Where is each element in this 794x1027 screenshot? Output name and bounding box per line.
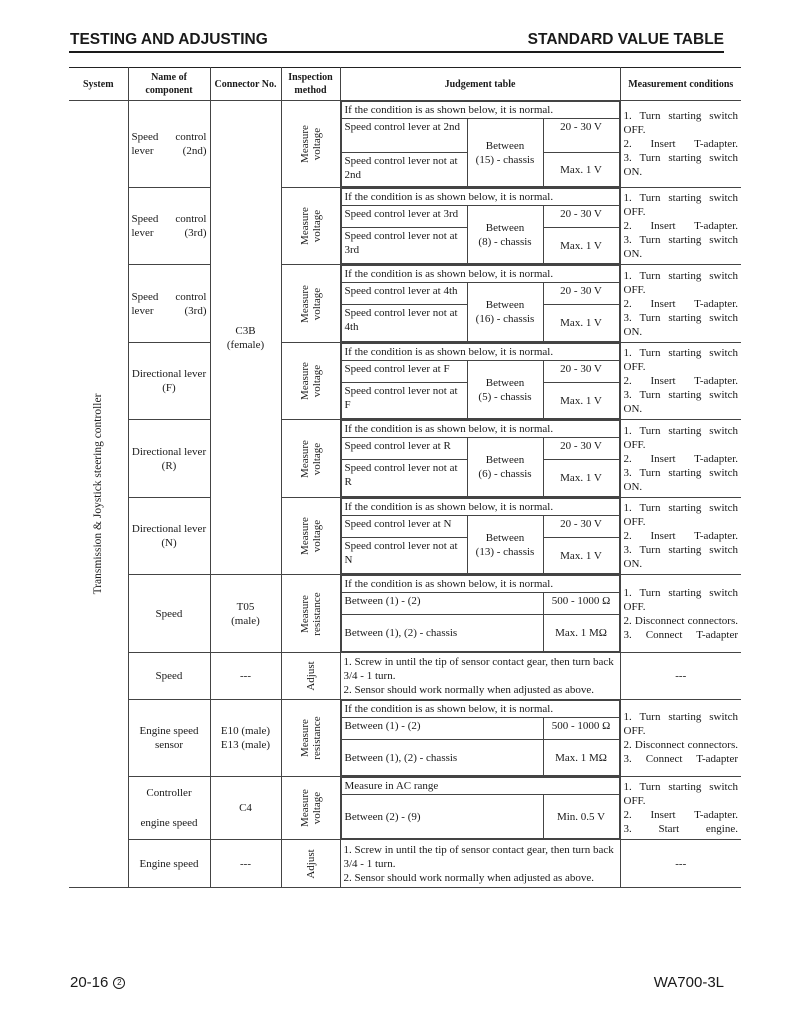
value-on: 20 - 30 V	[543, 206, 619, 228]
method-cell	[281, 840, 340, 888]
judgement-cell	[340, 498, 620, 575]
method-cell	[281, 420, 340, 498]
method-adjust: Adjust	[304, 661, 317, 691]
connector-cell	[210, 575, 281, 653]
between-terminals: Between (13) - chassis	[467, 516, 543, 574]
method-cell	[281, 101, 340, 188]
col-measurement: Measurement conditions	[620, 68, 741, 101]
system-cell	[69, 101, 128, 888]
between-terminals: Between (15) - chassis	[467, 119, 543, 187]
voltage-terminals: Between (2) - (9)	[341, 795, 543, 839]
value-off: Max. 1 V	[543, 153, 619, 187]
table-row	[69, 575, 741, 653]
judgement-cell	[340, 700, 620, 777]
condition-off: Speed control lever not at 2nd	[341, 153, 467, 187]
component-top: Controller	[146, 787, 192, 799]
cond-voltage: 1. Turn starting switch OFF. 2. Insert T-adapter. 3. Turn starting switch ON.	[623, 347, 738, 415]
table-row	[69, 343, 741, 420]
connector-t05: T05 (male)	[231, 600, 260, 627]
connector-cell	[210, 700, 281, 777]
measurement-cell	[620, 575, 741, 653]
condition-off: Speed control lever not at 4th	[341, 305, 467, 342]
method-cell	[281, 265, 340, 343]
judgement-cell	[340, 575, 620, 653]
measurement-cell	[620, 700, 741, 777]
revision-mark: 2	[113, 977, 125, 989]
measurement-cell	[620, 420, 741, 498]
measurement-cell	[620, 265, 741, 343]
component-cell	[128, 777, 210, 840]
connector-c3b: C3B (female)	[226, 324, 265, 351]
value-off: Max. 1 V	[543, 383, 619, 419]
measurement-cell	[620, 343, 741, 420]
method-measure-voltage: Measure voltage	[298, 439, 323, 478]
method-cell	[281, 188, 340, 265]
adjust-instructions: 1. Screw in until the tip of sensor contact gear, then turn back 3/4 - 1 turn. 2. Sensor should work normally when adjusted as above.	[340, 840, 620, 888]
component-cell: Engine speed sensor	[128, 700, 210, 777]
table-row	[69, 101, 741, 188]
between-terminals: Between (6) - chassis	[467, 438, 543, 497]
value-on: 20 - 30 V	[543, 438, 619, 460]
resistance-terminals: Between (1), (2) - chassis	[341, 740, 543, 776]
table-row	[69, 498, 741, 575]
judgement-subtable	[341, 265, 620, 342]
judgement-subtable	[341, 188, 620, 264]
measurement-cell	[620, 188, 741, 265]
component-cell: Speed	[128, 575, 210, 653]
component-cell: Directional lever (N)	[128, 498, 210, 575]
table-row	[69, 188, 741, 265]
standard-value-table	[69, 67, 741, 888]
model-name: WA700-3L	[653, 974, 724, 991]
section-title: TESTING AND ADJUSTING	[70, 31, 268, 48]
cond-resistance: 1. Turn starting switch OFF. 2. Disconnect connectors. 3. Connect T-adapter	[623, 711, 738, 765]
normal-condition: If the condition is as shown below, it is normal.	[341, 576, 619, 593]
method-cell	[281, 777, 340, 840]
judgement-subtable	[341, 420, 620, 497]
method-measure-voltage: Measure voltage	[298, 207, 323, 245]
judgement-cell	[340, 265, 620, 343]
method-measure-voltage: Measure voltage	[298, 362, 323, 400]
condition-on: Speed control lever at 3rd	[341, 206, 467, 228]
resistance-value: Max. 1 MΩ	[543, 615, 619, 652]
component-cell: Speed control lever (2nd)	[128, 101, 210, 188]
normal-condition: If the condition is as shown below, it is normal.	[341, 499, 619, 516]
judgement-subtable	[341, 777, 620, 839]
voltage-value: Min. 0.5 V	[543, 795, 619, 839]
judgement-cell	[340, 101, 620, 188]
resistance-terminals: Between (1), (2) - chassis	[341, 615, 543, 652]
judgement-subtable	[341, 575, 620, 652]
measurement-cell	[620, 101, 741, 188]
cond-voltage: 1. Turn starting switch OFF. 2. Insert T-adapter. 3. Turn starting switch ON.	[623, 269, 738, 338]
judgement-subtable	[341, 101, 620, 187]
judgement-cell	[340, 343, 620, 420]
measurement-cell	[620, 777, 741, 840]
col-inspection: Inspection method	[281, 68, 340, 101]
condition-off: Speed control lever not at 3rd	[341, 228, 467, 264]
judgement-subtable	[341, 498, 620, 574]
adjust-instructions: 1. Screw in until the tip of sensor contact gear, then turn back 3/4 - 1 turn. 2. Sensor should work normally when adjusted as above.	[340, 653, 620, 700]
component-cell: Directional lever (R)	[128, 420, 210, 498]
cond-voltage: 1. Turn starting switch OFF. 2. Insert T-adapter. 3. Turn starting switch ON.	[623, 502, 738, 570]
method-cell	[281, 343, 340, 420]
col-component: Name of component	[128, 68, 210, 101]
col-system: System	[69, 68, 128, 101]
component-bottom: engine speed	[140, 817, 198, 829]
judgement-cell	[340, 188, 620, 265]
condition-on: Speed control lever at 4th	[341, 283, 467, 305]
condition-off: Speed control lever not at F	[341, 383, 467, 419]
header-rule	[69, 51, 724, 53]
method-measure-voltage: Measure voltage	[298, 125, 323, 163]
normal-condition: If the condition is as shown below, it is normal.	[341, 344, 619, 361]
method-adjust: Adjust	[304, 848, 317, 879]
value-on: 20 - 30 V	[543, 119, 619, 153]
between-terminals: Between (16) - chassis	[467, 283, 543, 342]
cond-voltage: 1. Turn starting switch OFF. 2. Insert T-adapter. 3. Turn starting switch ON.	[623, 110, 738, 178]
value-on: 20 - 30 V	[543, 361, 619, 383]
component-cell: Speed	[128, 653, 210, 700]
measurement-cell	[620, 498, 741, 575]
resistance-value: 500 - 1000 Ω	[543, 593, 619, 615]
system-name: Transmission & Joystick steering controller	[92, 393, 105, 595]
condition-on: Speed control lever at 2nd	[341, 119, 467, 153]
connector-cell: C4	[210, 777, 281, 840]
between-terminals: Between (5) - chassis	[467, 361, 543, 419]
normal-condition: If the condition is as shown below, it is normal.	[341, 421, 619, 438]
normal-condition: If the condition is as shown below, it is normal.	[341, 701, 619, 718]
page-heading: STANDARD VALUE TABLE	[527, 31, 724, 48]
normal-condition: If the condition is as shown below, it is normal.	[341, 189, 619, 206]
value-off: Max. 1 V	[543, 228, 619, 264]
cond-voltage: 1. Turn starting switch OFF. 2. Insert T-adapter. 3. Turn starting switch ON.	[623, 424, 738, 493]
component-cell: Directional lever (F)	[128, 343, 210, 420]
method-measure-voltage: Measure voltage	[298, 284, 323, 323]
method-cell	[281, 700, 340, 777]
component-cell: Speed control lever (3rd)	[128, 188, 210, 265]
connector-cell	[210, 101, 281, 575]
measurement-cell: ---	[620, 653, 741, 700]
component-cell: Engine speed	[128, 840, 210, 888]
resistance-terminals: Between (1) - (2)	[341, 593, 543, 615]
value-on: 20 - 30 V	[543, 516, 619, 538]
table-row	[69, 777, 741, 840]
method-measure-resistance: Measure resistance	[298, 716, 323, 760]
connector-e10-e13: E10 (male) E13 (male)	[220, 725, 271, 751]
condition-off: Speed control lever not at N	[341, 538, 467, 574]
resistance-terminals: Between (1) - (2)	[341, 718, 543, 740]
ac-range-note: Measure in AC range	[341, 778, 619, 795]
method-cell	[281, 498, 340, 575]
table-row	[69, 700, 741, 777]
judgement-subtable	[341, 343, 620, 419]
value-off: Max. 1 V	[543, 305, 619, 342]
between-terminals: Between (8) - chassis	[467, 206, 543, 264]
cond-resistance: 1. Turn starting switch OFF. 2. Disconnect connectors. 3. Connect T-adapter	[623, 586, 738, 641]
table-row	[69, 840, 741, 888]
value-on: 20 - 30 V	[543, 283, 619, 305]
value-off: Max. 1 V	[543, 460, 619, 497]
value-off: Max. 1 V	[543, 538, 619, 574]
connector-cell: ---	[210, 653, 281, 700]
method-measure-voltage: Measure voltage	[298, 517, 323, 555]
page-number	[70, 974, 125, 991]
connector-cell: ---	[210, 840, 281, 888]
judgement-subtable	[341, 700, 620, 776]
measurement-cell: ---	[620, 840, 741, 888]
cond-ac: 1. Turn starting switch OFF. 2. Insert T-adapter. 3. Start engine.	[623, 781, 738, 835]
judgement-cell	[340, 777, 620, 840]
col-connector: Connector No.	[210, 68, 281, 101]
method-cell	[281, 653, 340, 700]
method-measure-resistance: Measure resistance	[298, 591, 323, 636]
cond-voltage: 1. Turn starting switch OFF. 2. Insert T-adapter. 3. Turn starting switch ON.	[623, 192, 738, 260]
col-judgement: Judgement table	[340, 68, 620, 101]
header-row	[69, 68, 741, 101]
resistance-value: Max. 1 MΩ	[543, 740, 619, 776]
normal-condition: If the condition is as shown below, it is normal.	[341, 266, 619, 283]
condition-on: Speed control lever at F	[341, 361, 467, 383]
condition-off: Speed control lever not at R	[341, 460, 467, 497]
page-number-text: 20-16	[70, 974, 109, 991]
table-row	[69, 653, 741, 700]
normal-condition: If the condition is as shown below, it is normal.	[341, 102, 619, 119]
resistance-value: 500 - 1000 Ω	[543, 718, 619, 740]
component-cell: Speed control lever (3rd)	[128, 265, 210, 343]
table-row	[69, 420, 741, 498]
method-measure-voltage: Measure voltage	[298, 789, 323, 827]
method-cell	[281, 575, 340, 653]
table-row	[69, 265, 741, 343]
condition-on: Speed control lever at R	[341, 438, 467, 460]
condition-on: Speed control lever at N	[341, 516, 467, 538]
judgement-cell	[340, 420, 620, 498]
